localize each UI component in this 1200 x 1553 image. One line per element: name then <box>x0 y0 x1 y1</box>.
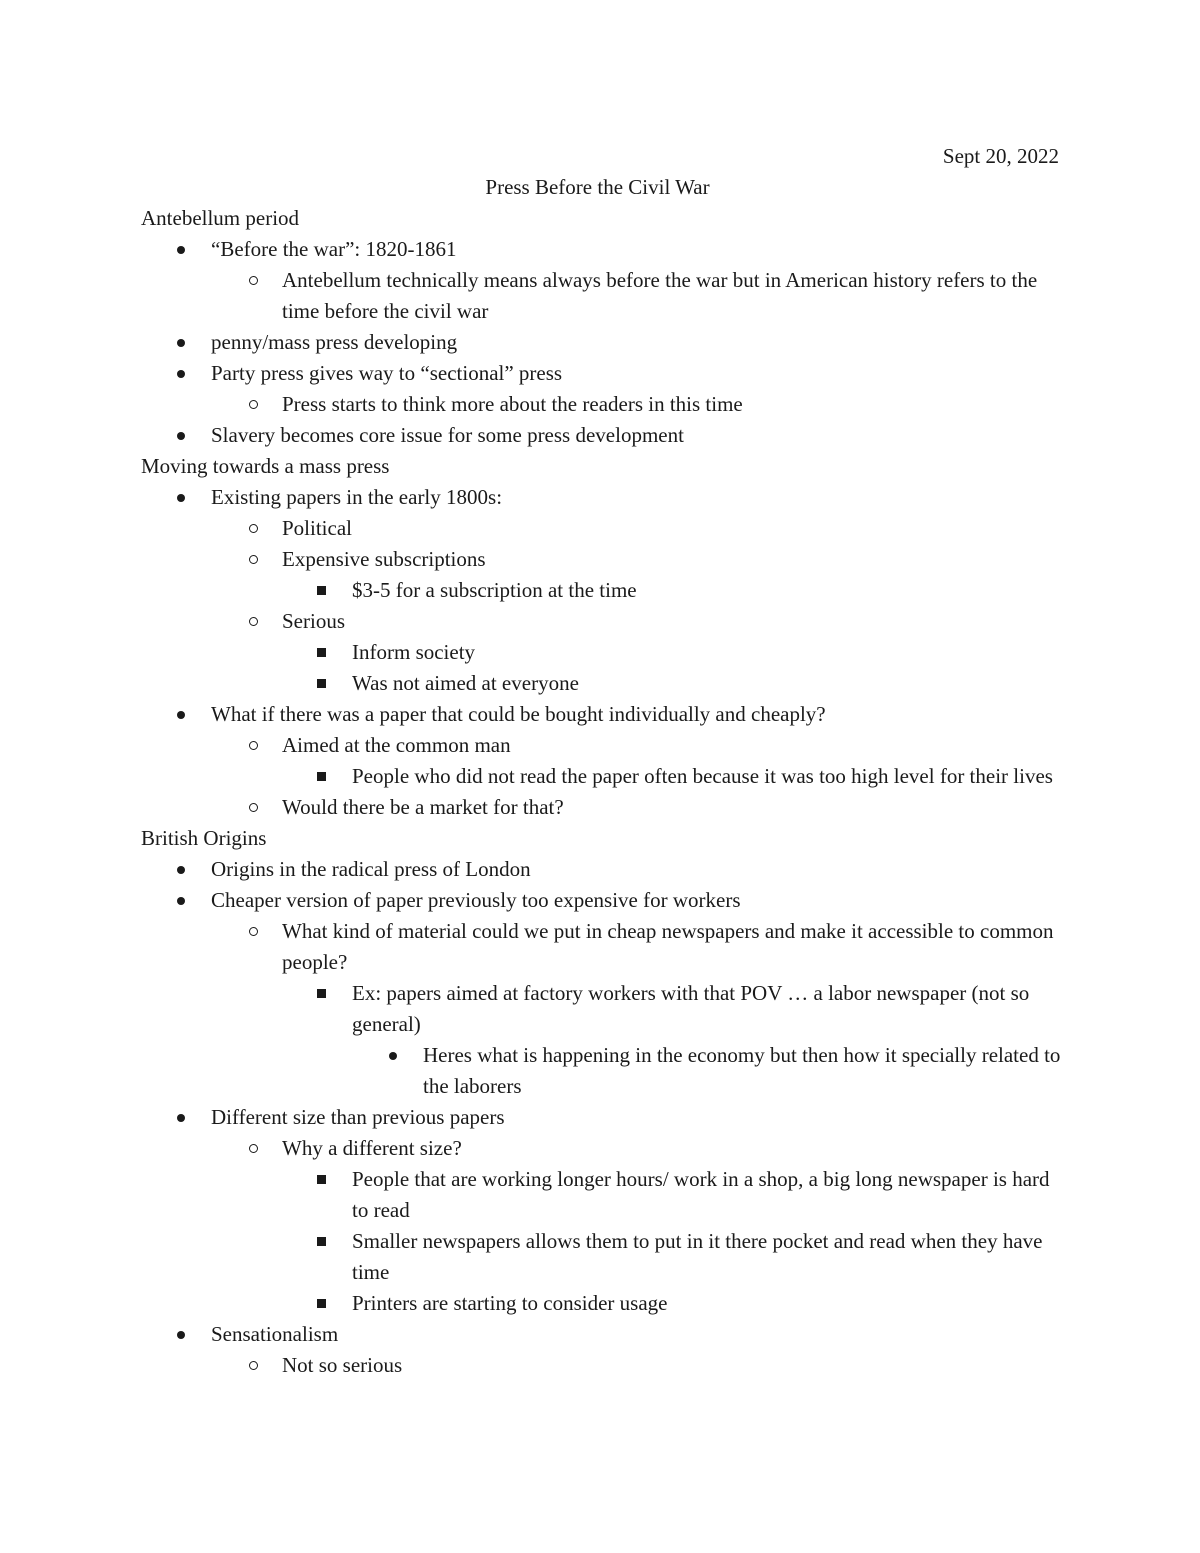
list-item-text: Aimed at the common man <box>282 733 511 757</box>
circle-bullet-icon <box>249 1133 258 1164</box>
section-heading: British Origins <box>141 826 267 850</box>
list-item-text: “Before the war”: 1820-1861 <box>211 237 457 261</box>
disc-bullet-icon <box>177 699 185 730</box>
list-item <box>141 854 1061 885</box>
bullet-list-level-1 <box>141 482 1061 823</box>
list-item <box>141 389 1061 420</box>
bullet-list-level-2 <box>141 730 1061 823</box>
list-item-text: Political <box>282 516 352 540</box>
square-bullet-icon <box>317 668 326 699</box>
square-bullet-icon <box>317 978 326 1009</box>
list-item <box>141 668 1061 699</box>
bullet-list-level-2 <box>141 389 1061 420</box>
list-item <box>141 606 1061 637</box>
square-bullet-icon <box>317 575 326 606</box>
list-item <box>141 1102 1061 1133</box>
nested-list-wrapper <box>141 761 1061 792</box>
list-item-text: Different size than previous papers <box>211 1105 505 1129</box>
list-item <box>141 885 1061 916</box>
nested-list-wrapper <box>141 265 1061 327</box>
nested-list-wrapper <box>141 1040 1061 1102</box>
circle-bullet-icon <box>249 513 258 544</box>
list-item-text: Slavery becomes core issue for some press development <box>211 423 684 447</box>
disc-bullet-icon <box>177 358 185 389</box>
disc-bullet-icon <box>177 420 185 451</box>
disc-bullet-icon <box>177 1319 185 1350</box>
list-item <box>141 761 1061 792</box>
bullet-list-level-3 <box>141 1164 1061 1319</box>
list-item <box>141 916 1061 978</box>
nested-list-wrapper <box>141 513 1061 699</box>
list-item-text: Origins in the radical press of London <box>211 857 531 881</box>
circle-bullet-icon <box>249 265 258 296</box>
disc-bullet-icon <box>177 854 185 885</box>
circle-bullet-icon <box>249 1350 258 1381</box>
list-item <box>141 1319 1061 1350</box>
nested-list-wrapper <box>141 389 1061 420</box>
list-item-text: Existing papers in the early 1800s: <box>211 485 503 509</box>
circle-bullet-icon <box>249 389 258 420</box>
list-item-text: Ex: papers aimed at factory workers with that POV … a labor newspaper (not so general) <box>352 981 1030 1036</box>
circle-bullet-icon <box>249 792 258 823</box>
list-item-text: Would there be a market for that? <box>282 795 564 819</box>
list-item-text: People that are working longer hours/ work in a shop, a big long newspaper is hard to read <box>352 1167 1050 1222</box>
bullet-list-level-3 <box>141 761 1061 792</box>
bullet-list-level-2 <box>141 1350 1061 1381</box>
disc-bullet-icon <box>177 234 185 265</box>
bullet-list-level-3 <box>141 637 1061 699</box>
disc-bullet-icon <box>177 1102 185 1133</box>
list-item <box>141 544 1061 575</box>
nested-list-wrapper <box>141 637 1061 699</box>
nested-list-wrapper <box>141 1164 1061 1319</box>
list-item <box>141 327 1061 358</box>
nested-list-wrapper <box>141 575 1061 606</box>
list-item-text: Expensive subscriptions <box>282 547 486 571</box>
list-item-text: $3-5 for a subscription at the time <box>352 578 637 602</box>
bullet-list-level-1 <box>141 854 1061 1381</box>
list-item-text: Printers are starting to consider usage <box>352 1291 668 1315</box>
disc-bullet-icon <box>177 482 185 513</box>
nested-list-wrapper <box>141 916 1061 1102</box>
circle-bullet-icon <box>249 730 258 761</box>
bullet-list-level-3 <box>141 978 1061 1102</box>
section-heading: Moving towards a mass press <box>141 454 390 478</box>
list-item <box>141 234 1061 265</box>
bullet-list-level-3 <box>141 575 1061 606</box>
list-item <box>141 265 1061 327</box>
list-item <box>141 1164 1061 1226</box>
bullet-list-level-2 <box>141 1133 1061 1319</box>
square-bullet-icon <box>317 637 326 668</box>
list-item <box>141 637 1061 668</box>
disc-bullet-icon <box>177 885 185 916</box>
list-item-text: What if there was a paper that could be bought individually and cheaply? <box>211 702 826 726</box>
list-item-text: Heres what is happening in the economy but then how it specially related to the laborers <box>423 1043 1061 1098</box>
nested-list-wrapper <box>141 1350 1061 1381</box>
list-item-text: Sensationalism <box>211 1322 339 1346</box>
document-title: Press Before the Civil War <box>485 175 710 199</box>
list-item-text: Not so serious <box>282 1353 403 1377</box>
list-item-text: Serious <box>282 609 345 633</box>
bullet-list-level-2 <box>141 265 1061 327</box>
list-item-text: Why a different size? <box>282 1136 462 1160</box>
nested-list-wrapper <box>141 978 1061 1102</box>
list-item <box>141 792 1061 823</box>
bullet-list-level-4 <box>141 1040 1061 1102</box>
list-item <box>141 1226 1061 1288</box>
list-item <box>141 575 1061 606</box>
list-item <box>141 420 1061 451</box>
list-item-text: Smaller newspapers allows them to put in it there pocket and read when they have time <box>352 1229 1043 1284</box>
bullet-list-level-1 <box>141 234 1061 451</box>
list-item-text: Press starts to think more about the readers in this time <box>282 392 743 416</box>
circle-bullet-icon <box>249 544 258 575</box>
list-item-text: Inform society <box>352 640 476 664</box>
nested-list-wrapper <box>141 730 1061 823</box>
list-item-text: Antebellum technically means always before the war but in American history refers to the time before the civil war <box>282 268 1038 323</box>
disc-bullet-icon <box>389 1040 397 1071</box>
list-item-text: People who did not read the paper often because it was too high level for their lives <box>352 764 1053 788</box>
notes-content <box>141 203 1061 1381</box>
section-heading: Antebellum period <box>141 206 300 230</box>
list-item <box>141 1350 1061 1381</box>
list-item <box>141 978 1061 1040</box>
list-item <box>141 1133 1061 1164</box>
list-item <box>141 699 1061 730</box>
list-item <box>141 358 1061 389</box>
disc-bullet-icon <box>177 327 185 358</box>
bullet-list-level-2 <box>141 513 1061 699</box>
list-item <box>141 730 1061 761</box>
circle-bullet-icon <box>249 606 258 637</box>
square-bullet-icon <box>317 1288 326 1319</box>
nested-list-wrapper <box>141 1133 1061 1319</box>
list-item-text: Party press gives way to “sectional” press <box>211 361 563 385</box>
list-item <box>141 482 1061 513</box>
square-bullet-icon <box>317 761 326 792</box>
list-item-text: Was not aimed at everyone <box>352 671 579 695</box>
document-date: Sept 20, 2022 <box>942 144 1059 168</box>
list-item <box>141 513 1061 544</box>
list-item <box>141 1040 1061 1102</box>
list-item-text: Cheaper version of paper previously too expensive for workers <box>211 888 741 912</box>
bullet-list-level-2 <box>141 916 1061 1102</box>
list-item-text: penny/mass press developing <box>211 330 458 354</box>
list-item <box>141 1288 1061 1319</box>
list-item-text: What kind of material could we put in cheap newspapers and make it accessible to common people? <box>282 919 1054 974</box>
square-bullet-icon <box>317 1164 326 1195</box>
square-bullet-icon <box>317 1226 326 1257</box>
circle-bullet-icon <box>249 916 258 947</box>
